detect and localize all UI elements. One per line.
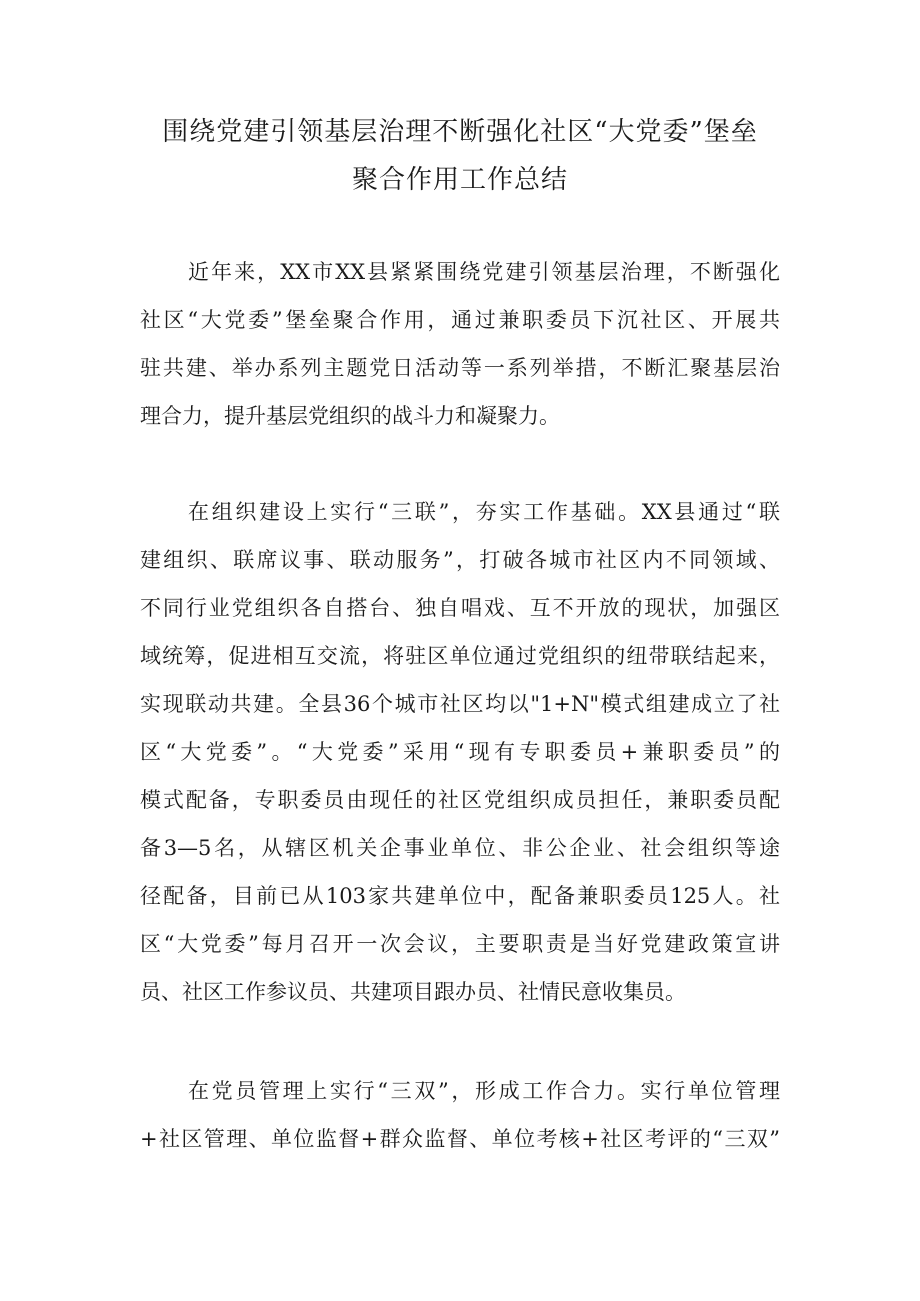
paragraph-organization	[140, 488, 780, 1016]
paragraph-line: 不同行业党组织各自搭台、独自唱戏、互不开放的现状，加强区	[140, 596, 780, 620]
paragraph-line: 驻共建、举办系列主题党日活动等一系列举措，不断汇聚基层治	[140, 356, 780, 380]
paragraph-line: 备3—5名，从辖区机关企事业单位、非公企业、社会组织等途	[140, 836, 780, 860]
paragraph-line: 理合力，提升基层党组织的战斗力和凝聚力。	[140, 404, 560, 428]
paragraph-line: +社区管理、单位监督+群众监督、单位考核+社区考评的“三双”	[140, 1127, 780, 1151]
paragraph-line: 区“大党委”每月召开一次会议，主要职责是当好党建政策宣讲	[140, 932, 780, 956]
paragraph-line: 在党员管理上实行“三双”，形成工作合力。实行单位管理	[188, 1079, 780, 1103]
paragraph-line: 在组织建设上实行“三联”，夯实工作基础。XX县通过“联	[188, 500, 780, 524]
paragraph-line: 近年来，XX市XX县紧紧围绕党建引领基层治理，不断强化	[188, 260, 780, 284]
paragraph-member-management	[140, 1067, 780, 1163]
title-line: 聚合作用工作总结	[351, 165, 568, 195]
paragraph-line: 建组织、联席议事、联动服务”，打破各城市社区内不同领域、	[140, 548, 780, 572]
paragraph-intro	[140, 248, 780, 440]
title-line: 围绕党建引领基层治理不断强化社区“大党委”堡垒	[162, 117, 758, 147]
paragraph-line: 区“大党委”。“大党委”采用“现有专职委员+兼职委员”的	[140, 740, 780, 764]
paragraph-line: 径配备，目前已从103家共建单位中，配备兼职委员125人。社	[140, 884, 780, 908]
paragraph-line: 实现联动共建。全县36个城市社区均以"1+N"模式组建成立了社	[140, 692, 780, 716]
paragraph-line: 域统筹，促进相互交流，将驻区单位通过党组织的纽带联结起来，	[140, 644, 780, 668]
paragraph-line: 模式配备，专职委员由现任的社区党组织成员担任，兼职委员配	[140, 788, 780, 812]
paragraph-line: 社区“大党委”堡垒聚合作用，通过兼职委员下沉社区、开展共	[140, 308, 780, 332]
document-title	[140, 108, 780, 204]
paragraph-line: 员、社区工作参议员、共建项目跟办员、社情民意收集员。	[140, 980, 686, 1004]
